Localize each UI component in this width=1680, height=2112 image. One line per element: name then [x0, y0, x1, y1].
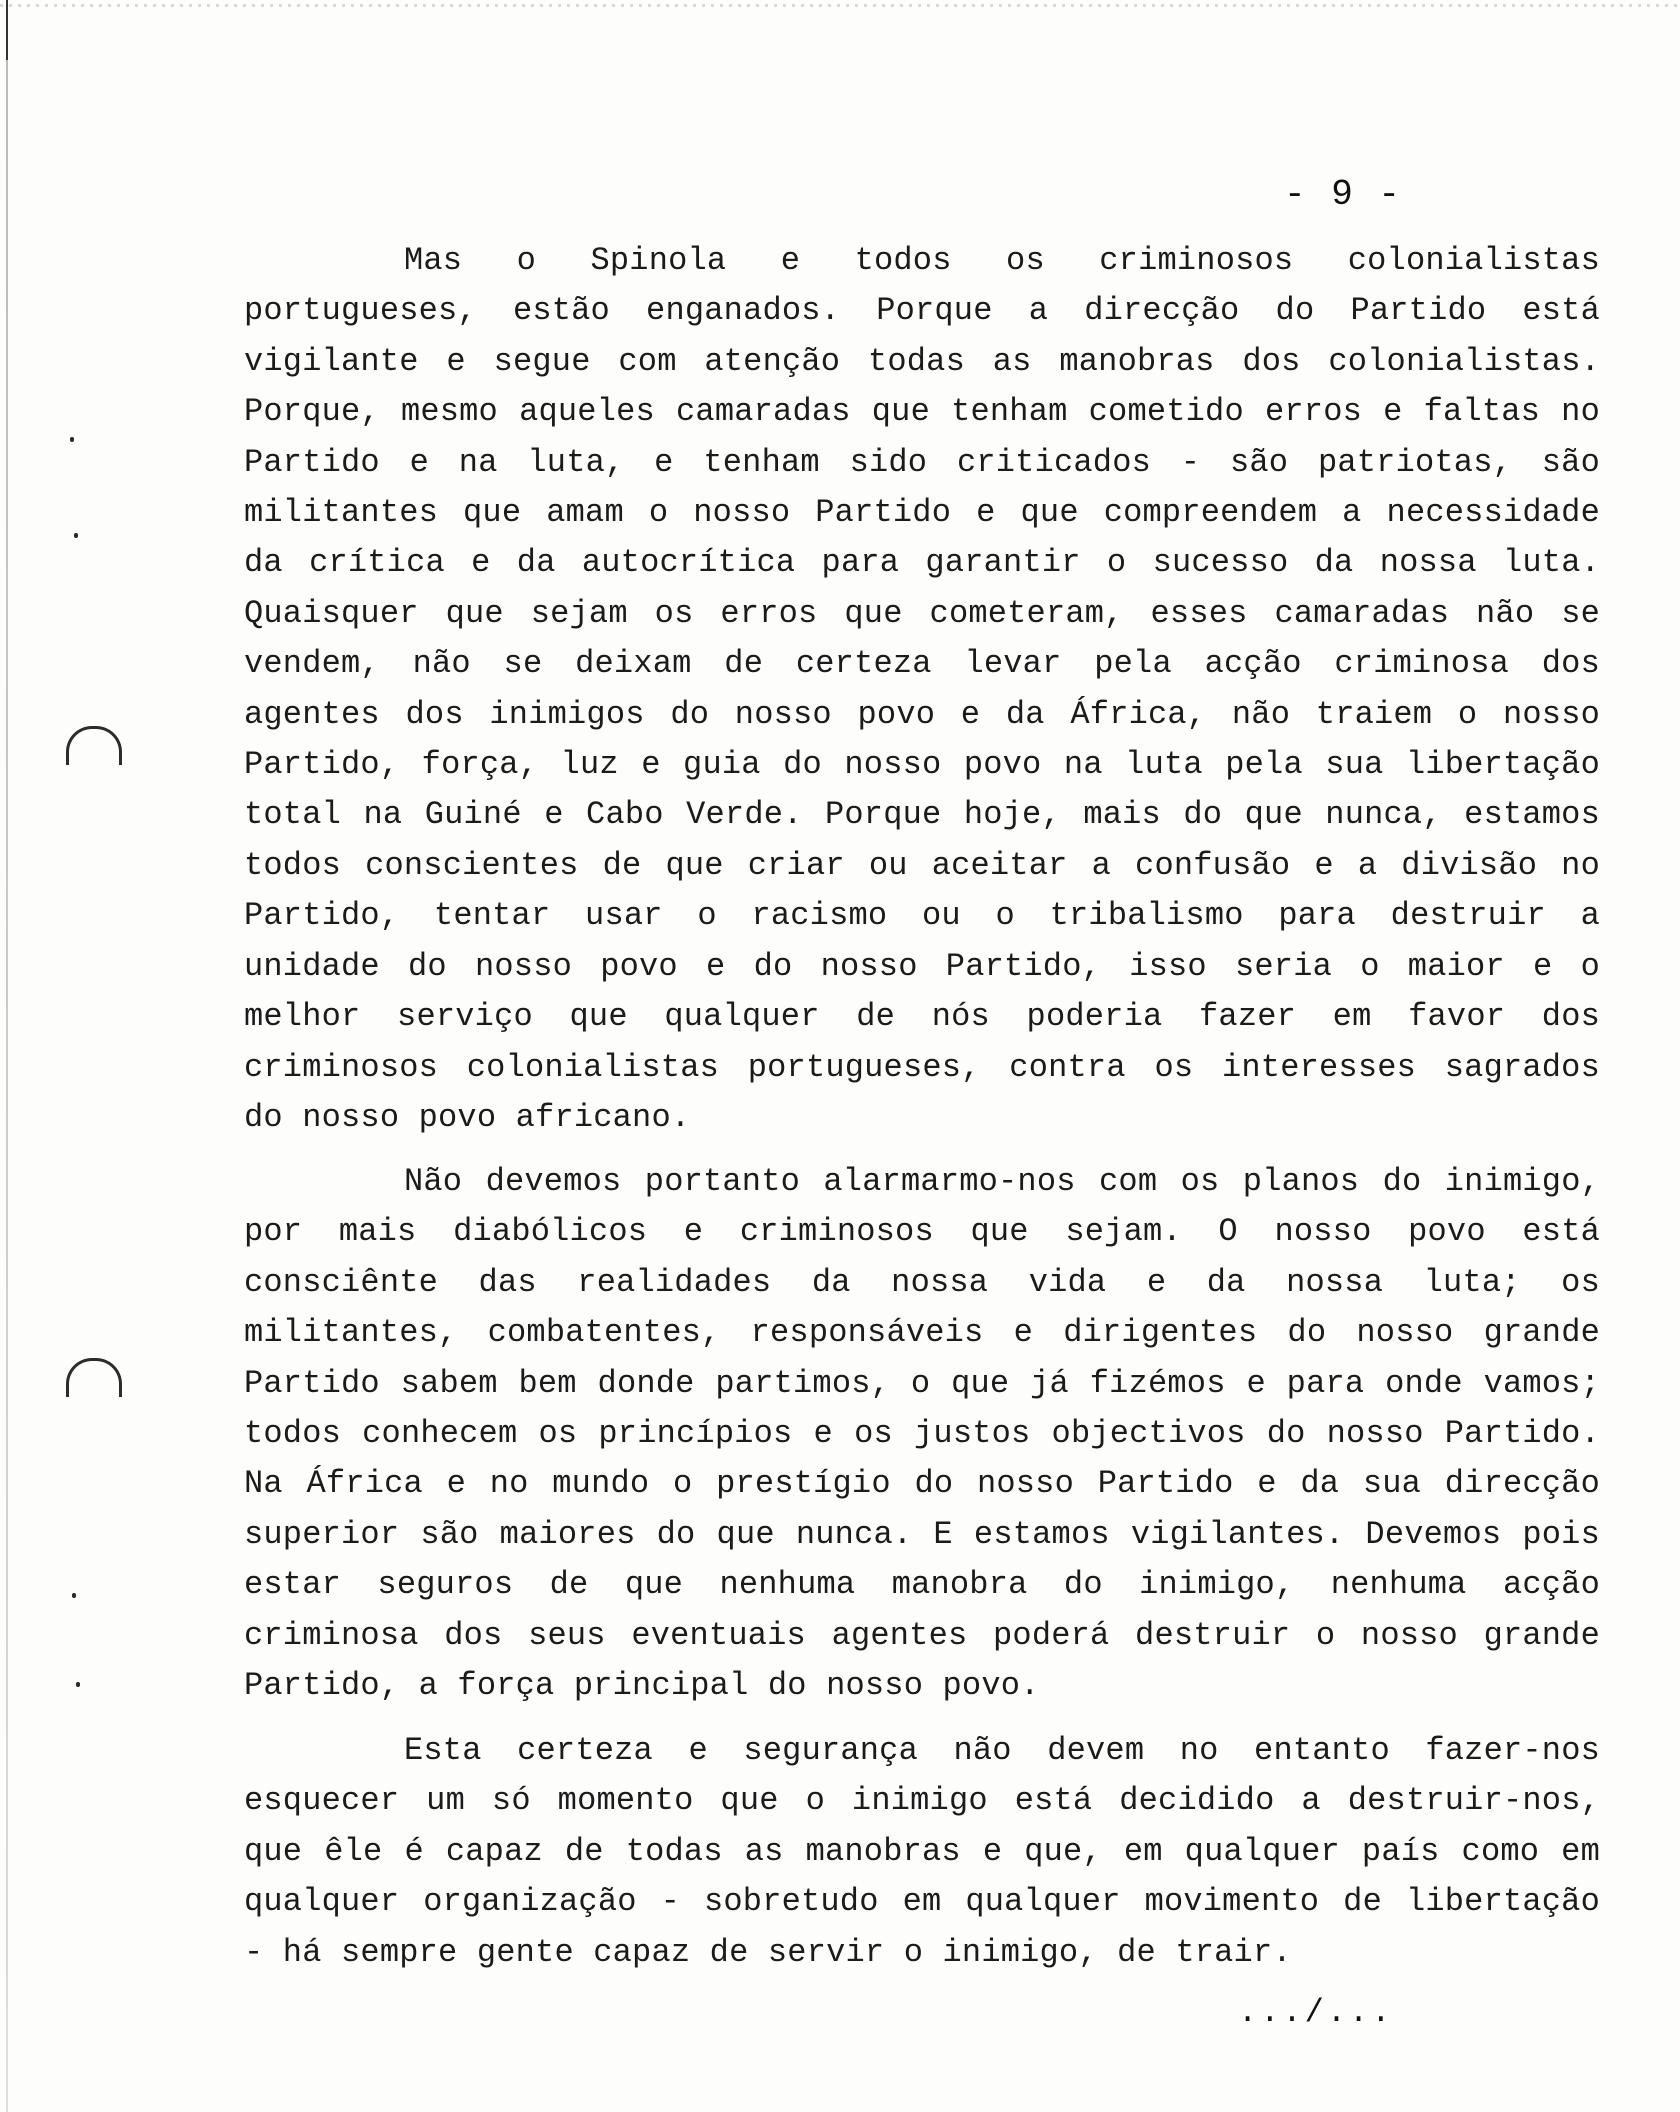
body-paragraph: Mas o Spinola e todos os criminosos colonialistas portugueses, estão enganados. Porque a direcção do Partido está vigilante e segue com atenção todas as manobras dos colonialistas. Porque, mesmo aqueles camaradas que tenham cometido erros e faltas no Partido e na luta, e tenham sido criticados - são patriotas, são militantes que amam o nosso Partido e que compreendem a necessidade da crítica e da autocrítica para garantir o sucesso da nossa luta. Quaisquer que sejam os erros que cometeram, esses camaradas não se vendem, não se deixam de certeza levar pela acção criminosa dos agentes dos inimigos do nosso povo e da África, não traiem o nosso Partido, força, luz e guia do nosso povo na luta pela sua libertação total na Guiné e Cabo Verde. Porque hoje, mais do que nunca, estamos todos conscientes de que criar ou aceitar a confusão e a divisão no Partido, tentar usar o racismo ou o tribalismo para destruir a unidade do nosso povo e do nosso Partido, isso seria o maior e o melhor serviço que qualquer de nós poderia fazer em favor dos criminosos colonialistas portugueses, contra os interesses sagrados do nosso povo africano. — [244, 242, 1600, 1136]
scan-top-edge — [0, 4, 1680, 7]
margin-speck — [72, 1593, 76, 1598]
binder-hole-mark — [66, 726, 122, 765]
margin-speck — [74, 533, 78, 538]
page-number: - 9 - — [1284, 174, 1403, 215]
margin-speck — [76, 1682, 80, 1687]
continuation-mark: .../... — [1238, 1994, 1394, 2031]
margin-speck — [70, 437, 74, 442]
body-paragraph: Esta certeza e segurança não devem no entanto fazer-nos esquecer um só momento que o inimigo está decidido a destruir-nos, que êle é capaz de todas as manobras e que, em qualquer país como em qualquer organização - sobretudo em qualquer movimento de libertação - há sempre gente capaz de servir o inimigo, de trair. — [244, 1732, 1600, 1971]
binder-hole-mark — [66, 1358, 122, 1397]
scan-left-edge — [6, 0, 8, 2112]
body-paragraph: Não devemos portanto alarmarmo-nos com os planos do inimigo, por mais diabólicos e criminosos que sejam. O nosso povo está consciênte das realidades da nossa vida e da nossa luta; os militantes, combatentes, responsáveis e dirigentes do nosso grande Partido sabem bem donde partimos, o que já fizémos e para onde vamos; todos conhecem os princípios e os justos objectivos do nosso Partido. Na África e no mundo o prestígio do nosso Partido e da sua direcção superior são maiores do que nunca. E estamos vigilantes. Devemos pois estar seguros de que nenhuma manobra do inimigo, nenhuma acção criminosa dos seus eventuais agentes poderá destruir o nosso grande Partido, a força principal do nosso povo. — [244, 1163, 1600, 1705]
